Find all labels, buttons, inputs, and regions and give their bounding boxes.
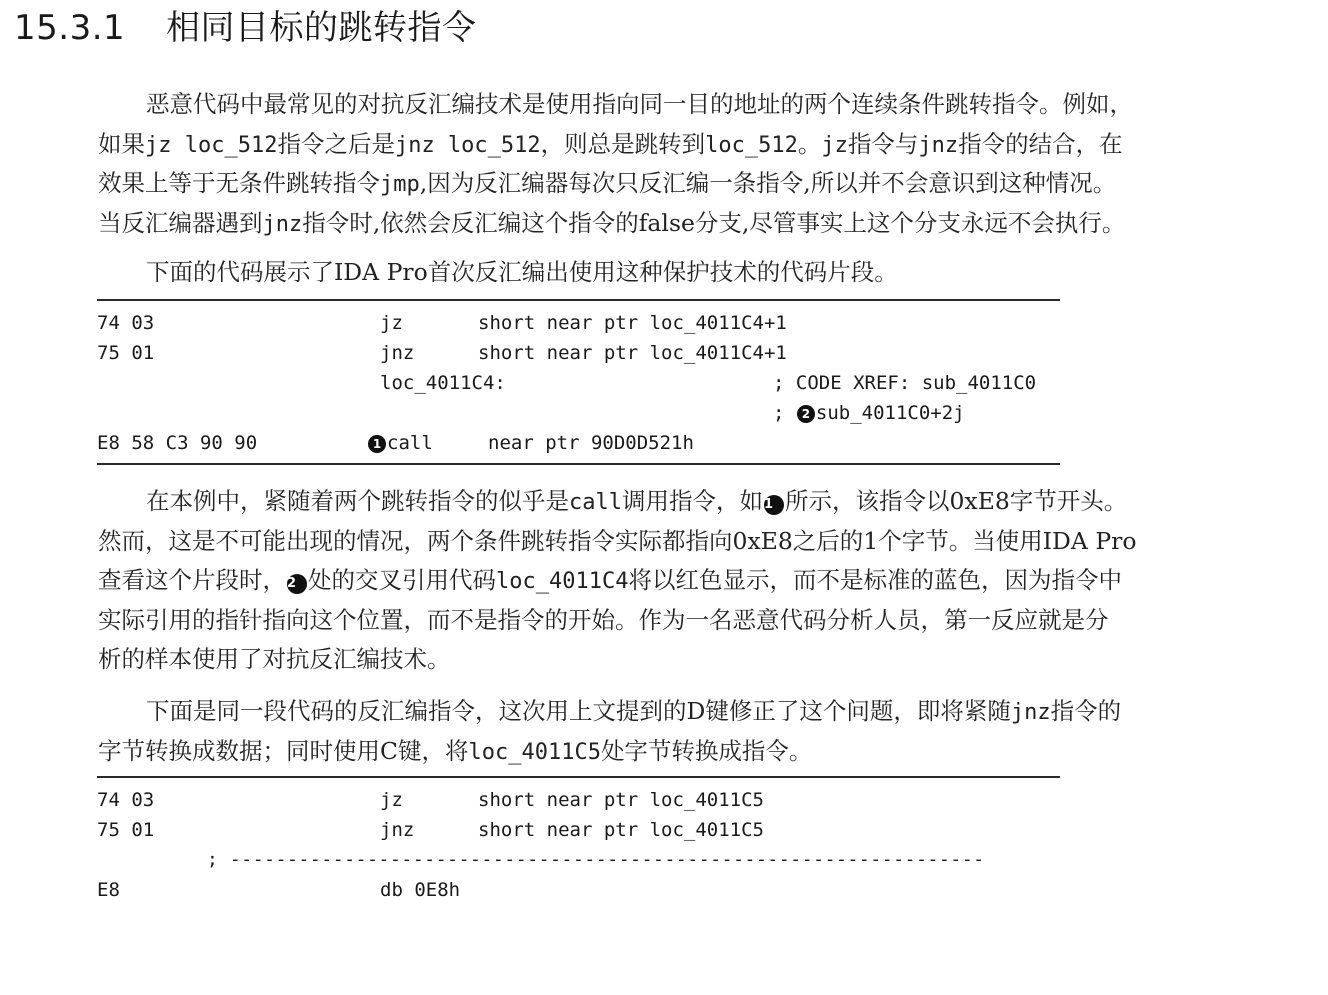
listing-top-rule — [97, 776, 1060, 778]
text-line — [98, 601, 1290, 641]
code-operand: short near ptr loc_4011C4+1 — [478, 312, 787, 334]
inline-code: loc_4011C4 — [496, 569, 629, 594]
code-row — [97, 815, 1060, 845]
code-row — [97, 875, 1060, 905]
text-line — [98, 732, 1290, 772]
text-line: 下面的代码展示了IDA Pro首次反汇编出使用这种保护技术的代码片段。 — [146, 258, 898, 286]
text-run: 指令之后是 — [277, 129, 395, 158]
text-run: 处字节转换成指令。 — [600, 736, 813, 765]
callout-1-icon: 1 — [764, 495, 784, 515]
text-line — [98, 204, 1290, 244]
inline-code: jnz — [1010, 700, 1051, 725]
code-bytes: 74 03 — [97, 789, 155, 811]
text-run: 。 — [797, 129, 822, 158]
listing-top-rule — [97, 299, 1060, 301]
code-row — [97, 398, 1060, 428]
section-title: 相同目标的跳转指令 — [166, 8, 477, 48]
code-comment — [773, 398, 965, 428]
text-run: 析的样本使用了对抗反汇编技术。 — [98, 645, 451, 673]
section-heading — [14, 4, 477, 52]
text-run: 指令的结合，在 — [958, 129, 1123, 158]
code-label: loc_4011C4: — [380, 372, 506, 394]
code-mnemonic: jz — [380, 312, 403, 334]
text-line — [98, 164, 1290, 204]
text-line — [98, 692, 1290, 732]
code-bytes: 75 01 — [97, 342, 155, 364]
code-listing-1 — [97, 308, 1060, 458]
inline-code: jnz — [262, 211, 303, 237]
code-operand: short near ptr loc_4011C4+1 — [478, 342, 787, 364]
code-row — [97, 338, 1060, 368]
inline-code: jnz loc_512 — [394, 132, 541, 158]
paragraph-analysis — [98, 482, 1290, 680]
inline-code: jz loc_512 — [145, 132, 278, 158]
text-line — [98, 522, 1290, 562]
text-run: 所示，该指令以0xE8字节开头。 — [784, 487, 1128, 515]
code-row — [97, 368, 1060, 398]
code-mnemonic — [367, 428, 433, 458]
inline-code: loc_512 — [705, 132, 798, 158]
text-line — [98, 85, 1290, 125]
text-run: 下面是同一段代码的反汇编指令，这次用上文提到的D键修正了这个问题，即将紧随 — [146, 697, 1011, 725]
callout-2-icon: 2 — [287, 574, 307, 594]
text-line — [98, 561, 1290, 601]
code-operand: near ptr 90D0D521h — [488, 432, 694, 454]
text-run: 实际引用的指针指向这个位置，而不是指令的开始。作为一名恶意代码分析人员，第一反应就是分 — [98, 605, 1109, 634]
inline-code: call — [569, 490, 622, 515]
mnemonic-text: call — [387, 432, 433, 454]
code-operand: short near ptr loc_4011C5 — [478, 819, 764, 841]
text-run: 当反汇编器遇到 — [98, 208, 263, 237]
code-row — [97, 845, 1060, 875]
code-comment: ; CODE XREF: sub_4011C0 — [773, 372, 1037, 394]
text-run: 在本例中，紧随着两个跳转指令的似乎是 — [146, 487, 569, 515]
text-run: 将以红色显示，而不是标准的蓝色，因为指令中 — [628, 566, 1122, 594]
text-run: 指令时,依然会反汇编这个指令的false分支,尽管事实上这个分支永远不会执行。 — [302, 208, 1126, 237]
code-mnemonic: jz — [380, 789, 403, 811]
paragraph-fix — [98, 692, 1290, 771]
text-run: ，则总是跳转到 — [540, 129, 706, 158]
text-run: 处的交叉引用代码 — [308, 566, 496, 594]
code-row — [97, 308, 1060, 338]
comment-text: sub_4011C0+2j — [815, 402, 965, 424]
text-run: 指令与 — [847, 129, 919, 158]
code-directive: db 0E8h — [380, 879, 461, 901]
text-run: 然而，这是不可能出现的情况，两个条件跳转指令实际都指向0xE8之后的1个字节。当使用IDA Pro — [98, 526, 1137, 555]
inline-code: jmp — [380, 172, 420, 197]
section-number: 15.3.1 — [14, 8, 126, 48]
text-run: ,因为反汇编器每次只反汇编一条指令,所以并不会意识到这种情况。 — [419, 169, 1117, 197]
paragraph-intro — [98, 85, 1290, 243]
text-run: 调用指令，如 — [621, 487, 763, 515]
code-row — [97, 785, 1060, 815]
code-bytes: 75 01 — [97, 819, 155, 841]
code-bytes: 74 03 — [97, 312, 155, 334]
listing-bottom-rule — [97, 463, 1060, 465]
text-run: 查看这个片段时， — [98, 566, 286, 594]
text-line — [98, 482, 1290, 522]
text-run: 指令的 — [1050, 697, 1122, 725]
text-run: 如果 — [98, 129, 145, 158]
inline-code: loc_4011C5 — [468, 739, 601, 765]
code-mnemonic: jnz — [380, 819, 415, 841]
inline-code: jnz — [918, 132, 959, 158]
callout-2-icon: 2 — [797, 405, 815, 423]
code-bytes: E8 — [97, 879, 120, 901]
code-mnemonic: jnz — [380, 342, 415, 364]
text-run: 恶意代码中最常见的对抗反汇编技术是使用指向同一目的地址的两个连续条件跳转指令。例如， — [146, 90, 1133, 118]
code-bytes: E8 58 C3 90 90 — [97, 432, 258, 454]
text-run: 效果上等于无条件跳转指令 — [98, 169, 380, 197]
paragraph-listing-intro — [98, 253, 1290, 293]
code-operand: short near ptr loc_4011C5 — [478, 789, 764, 811]
text-line — [98, 125, 1290, 165]
inline-code: jz — [821, 132, 848, 158]
code-listing-2 — [97, 785, 1060, 905]
text-line — [98, 640, 1290, 680]
text-run: 字节转换成数据；同时使用C键，将 — [98, 736, 469, 765]
code-separator: ; ------------------------------------------------------------------ — [207, 849, 985, 870]
comment-prefix: ; — [773, 402, 796, 424]
callout-1-icon: 1 — [368, 435, 386, 453]
code-row — [97, 428, 1060, 458]
